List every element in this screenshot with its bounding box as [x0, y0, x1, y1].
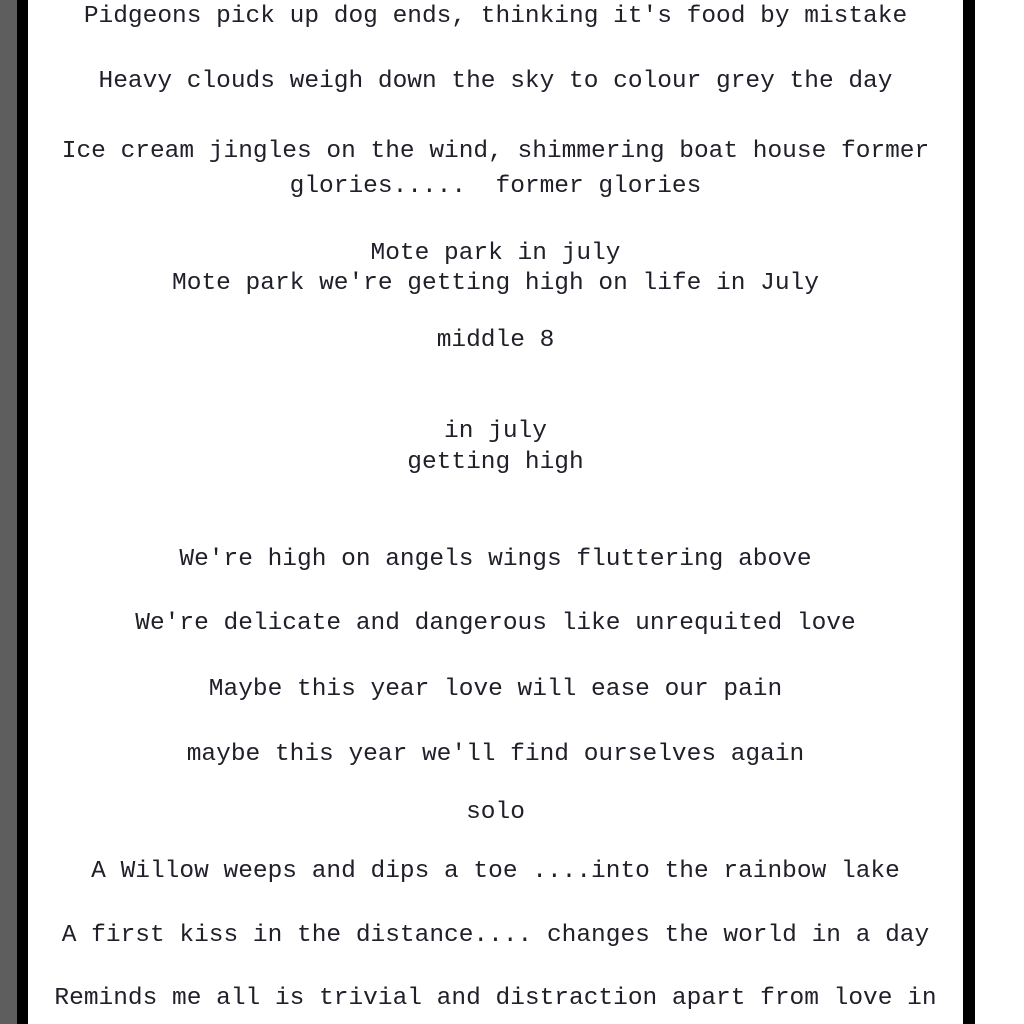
lyric-line: We're high on angels wings fluttering above — [179, 546, 812, 573]
lyric-line: Mote park we're getting high on life in July — [172, 270, 819, 297]
page-left-edge — [17, 0, 28, 1024]
lyric-line: We're delicate and dangerous like unrequited love — [135, 610, 856, 637]
lyric-line: glories..... former glories — [289, 173, 702, 200]
lyric-line: middle 8 — [436, 327, 555, 354]
lyric-line: Maybe this year love will ease our pain — [208, 676, 783, 703]
lyric-line: Reminds me all is trivial and distraction apart from love in — [54, 985, 937, 1012]
lyric-line: Heavy clouds weigh down the sky to colour grey the day — [98, 68, 893, 95]
lyric-line: Mote park in july — [370, 240, 621, 267]
document-page — [28, 0, 963, 1024]
lyric-line: A first kiss in the distance.... changes the world in a day — [61, 922, 930, 949]
lyric-line: Pidgeons pick up dog ends, thinking it's food by mistake — [83, 3, 908, 30]
lyric-line: A Willow weeps and dips a toe ....into the rainbow lake — [91, 858, 900, 885]
lyric-line: getting high — [407, 449, 584, 476]
lyric-line: solo — [466, 799, 525, 826]
viewer-gutter — [0, 0, 17, 1024]
lyric-line: maybe this year we'll find ourselves again — [186, 741, 805, 768]
lyric-line: Ice cream jingles on the wind, shimmering boat house former — [61, 138, 930, 165]
lyric-line: in july — [444, 418, 547, 445]
page-right-edge — [963, 0, 975, 1024]
